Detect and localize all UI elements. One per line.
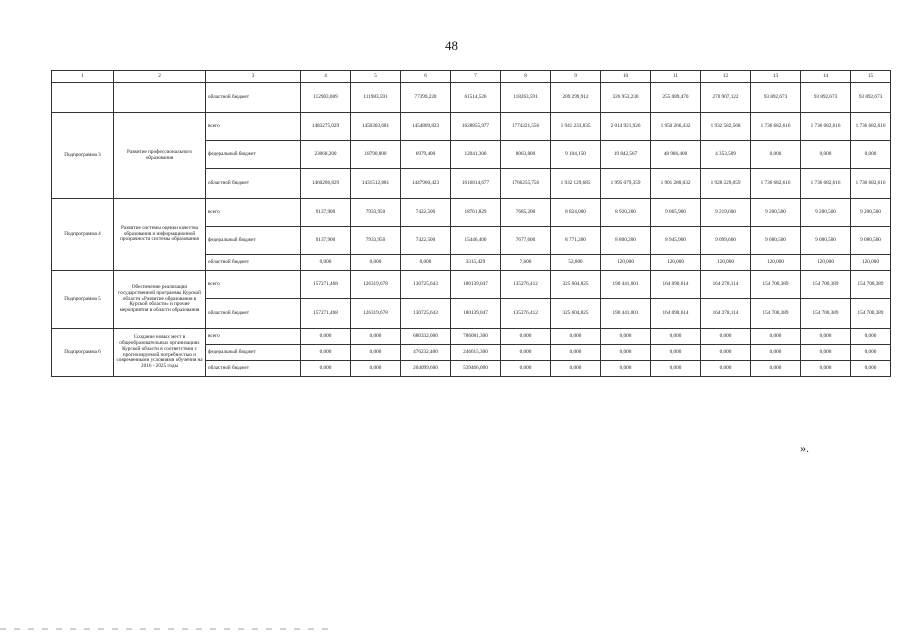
column-header: 5 [351, 71, 401, 83]
amount-cell: 9137,900 [301, 227, 351, 255]
amount-cell: 0,000 [851, 329, 891, 345]
funding-source-cell: всего [206, 113, 301, 141]
funding-source-cell: федеральный бюджет [206, 227, 301, 255]
amount-cell: 1 950 266,432 [651, 113, 701, 141]
amount-cell: 1 736 682,616 [801, 169, 851, 199]
subprogram-cell: Подпрограмма 6 [52, 329, 114, 377]
amount-cell: 0,000 [701, 361, 751, 377]
amount-cell: 7933,950 [351, 199, 401, 227]
amount-cell: 9 200,500 [801, 199, 851, 227]
amount-cell: 9 080,500 [851, 227, 891, 255]
amount-cell: 246615,300 [451, 345, 501, 361]
amount-cell: 93 892,673 [751, 83, 801, 113]
amount-cell: 19 842,567 [601, 141, 651, 169]
amount-cell: 154 700,389 [801, 299, 851, 329]
amount-cell: 18790,800 [351, 141, 401, 169]
amount-cell: 120,000 [851, 255, 891, 271]
amount-cell: 9 200,500 [851, 199, 891, 227]
page-number: 48 [445, 38, 458, 53]
column-header: 7 [451, 71, 501, 83]
amount-cell: 1 941 233,835 [551, 113, 601, 141]
funding-source-cell: всего [206, 271, 301, 299]
amount-cell: 12041,300 [451, 141, 501, 169]
table-row [52, 83, 891, 113]
amount-cell: 0,000 [601, 345, 651, 361]
table-row [52, 329, 891, 345]
subprogram-name-cell: Развитие профессионального образования [114, 113, 206, 199]
amount-cell: 118263,591 [501, 83, 551, 113]
amount-cell: 164 090,614 [651, 299, 701, 329]
amount-cell: 1 736 682,616 [751, 113, 801, 141]
amount-cell: 1 736 682,616 [751, 169, 801, 199]
amount-cell: 0,000 [551, 361, 601, 377]
amount-cell: 0,000 [851, 361, 891, 377]
amount-cell: 1 901 280,032 [651, 169, 701, 199]
amount-cell: 180139,047 [451, 299, 501, 329]
amount-cell: 1450303,681 [351, 113, 401, 141]
subprogram-name-cell [114, 83, 206, 113]
amount-cell: 164 278,114 [701, 299, 751, 329]
amount-cell: 9137,900 [301, 199, 351, 227]
column-header: 15 [851, 71, 891, 83]
amount-cell: 9 065,900 [651, 199, 701, 227]
amount-cell: 7933,950 [351, 227, 401, 255]
amount-cell: 204099,600 [401, 361, 451, 377]
amount-cell: 0,000 [651, 361, 701, 377]
column-header: 11 [651, 71, 701, 83]
amount-cell: 1 736 682,616 [801, 113, 851, 141]
amount-cell: 0,000 [751, 345, 801, 361]
amount-cell: 23068,200 [301, 141, 351, 169]
amount-cell: 157271,468 [301, 271, 351, 299]
amount-cell: 7422,500 [401, 199, 451, 227]
amount-cell: 154 700,389 [751, 299, 801, 329]
amount-cell: 135276,412 [501, 299, 551, 329]
amount-cell: 9 219,600 [701, 199, 751, 227]
amount-cell: 190 441,001 [601, 271, 651, 299]
amount-cell: 680332,000 [401, 329, 451, 345]
table-row [52, 271, 891, 299]
amount-cell: 476232,400 [401, 345, 451, 361]
amount-cell: 7,600 [501, 255, 551, 271]
amount-cell: 0,000 [801, 329, 851, 345]
amount-cell: 0,000 [401, 255, 451, 271]
column-header: 10 [601, 71, 651, 83]
column-header: 2 [114, 71, 206, 83]
amount-cell: 0,000 [301, 329, 351, 345]
amount-cell: 126319,678 [351, 299, 401, 329]
amount-cell: 1766255,756 [501, 169, 551, 199]
amount-cell: 0,000 [651, 329, 701, 345]
amount-cell: 164 090,614 [651, 271, 701, 299]
amount-cell: 0,000 [351, 361, 401, 377]
amount-cell: 0,000 [801, 345, 851, 361]
amount-cell: 2 014 921,926 [601, 113, 651, 141]
column-header: 13 [751, 71, 801, 83]
amount-cell: 135276,412 [501, 271, 551, 299]
funding-source-cell: всего [206, 199, 301, 227]
amount-cell: 7685,200 [501, 199, 551, 227]
amount-cell: 9 104,150 [551, 141, 601, 169]
amount-cell: 130725,643 [401, 271, 451, 299]
amount-cell: 15446,400 [451, 227, 501, 255]
amount-cell: 8 800,200 [601, 227, 651, 255]
amount-cell: 18761,829 [451, 199, 501, 227]
amount-cell: 93 892,673 [801, 83, 851, 113]
amount-cell: 8 771,200 [551, 227, 601, 255]
amount-cell: 325 604,825 [551, 299, 601, 329]
amount-cell: 1 995 079,359 [601, 169, 651, 199]
budget-table [51, 70, 891, 377]
column-header: 4 [301, 71, 351, 83]
amount-cell: 112903,089 [301, 83, 351, 113]
amount-cell: 786081,300 [451, 329, 501, 345]
amount-cell: 1454809,823 [401, 113, 451, 141]
column-header: 8 [501, 71, 551, 83]
subprogram-cell: Подпрограмма 5 [52, 271, 114, 329]
amount-cell: 1774321,556 [501, 113, 551, 141]
amount-cell: 180139,047 [451, 271, 501, 299]
amount-cell: 1628855,977 [451, 113, 501, 141]
funding-source-cell: федеральный бюджет [206, 345, 301, 361]
amount-cell: 1 932 129,685 [551, 169, 601, 199]
amount-cell: 1 736 682,616 [851, 169, 891, 199]
amount-cell: 0,000 [801, 361, 851, 377]
amount-cell: 270 907,122 [701, 83, 751, 113]
amount-cell: 0,000 [551, 345, 601, 361]
amount-cell: 0,000 [301, 255, 351, 271]
funding-source-cell: областной бюджет [206, 169, 301, 199]
funding-source-cell: всего [206, 329, 301, 345]
closing-quote-mark: ». [800, 441, 809, 455]
amount-cell: 0,000 [801, 141, 851, 169]
subprogram-name-cell: Обеспечение реализации государственной программы Курской области «Развитие образования в Курской области» и прочие мероприятия в области образования [114, 271, 206, 329]
amount-cell: 7677,600 [501, 227, 551, 255]
amount-cell: 120,000 [801, 255, 851, 271]
column-header: 3 [206, 71, 301, 83]
amount-cell: 8 945,900 [651, 227, 701, 255]
amount-cell: 130725,643 [401, 299, 451, 329]
amount-cell: 9 080,500 [751, 227, 801, 255]
subprogram-name-cell: Развитие системы оценки качества образования и информационной прозрачности системы образования [114, 199, 206, 271]
column-header: 12 [701, 71, 751, 83]
amount-cell: 0,000 [701, 345, 751, 361]
subprogram-cell [52, 83, 114, 113]
amount-cell: 52,800 [551, 255, 601, 271]
amount-cell: 0,000 [301, 361, 351, 377]
amount-cell: 157271,468 [301, 299, 351, 329]
amount-cell: 325 604,825 [551, 271, 601, 299]
amount-cell: 1431512,881 [351, 169, 401, 199]
table-row [52, 199, 891, 227]
amount-cell: 154 700,389 [801, 271, 851, 299]
amount-cell: 154 700,389 [851, 299, 891, 329]
table-row [52, 113, 891, 141]
amount-cell: 0,000 [351, 329, 401, 345]
amount-cell: 1616814,677 [451, 169, 501, 199]
amount-cell: 93 892,673 [851, 83, 891, 113]
column-header: 6 [401, 71, 451, 83]
amount-cell: 154 700,389 [751, 271, 801, 299]
amount-cell: 1 736 682,616 [851, 113, 891, 141]
amount-cell: 0,000 [601, 329, 651, 345]
amount-cell: 539466,000 [451, 361, 501, 377]
funding-source-cell: областной бюджет [206, 83, 301, 113]
amount-cell: 0,000 [301, 345, 351, 361]
amount-cell: 0,000 [751, 329, 801, 345]
amount-cell: 9 200,500 [751, 199, 801, 227]
amount-cell: 9 099,600 [701, 227, 751, 255]
subprogram-name-cell: Создание новых мест в общеобразовательных организациях Курской области в соответствии с прогнозируемой потребностью и современными условиями обучения на 2016 - 2025 годы [114, 329, 206, 377]
amount-cell: 0,000 [501, 329, 551, 345]
amount-cell: 3315,429 [451, 255, 501, 271]
column-header: 1 [52, 71, 114, 83]
amount-cell: 48 986,400 [651, 141, 701, 169]
amount-cell: 120,000 [651, 255, 701, 271]
column-header: 9 [551, 71, 601, 83]
amount-cell: 8 824,000 [551, 199, 601, 227]
amount-cell: 326 953,230 [601, 83, 651, 113]
amount-cell: 1447960,423 [401, 169, 451, 199]
amount-cell: 4 353,509 [701, 141, 751, 169]
amount-cell: 0,000 [651, 345, 701, 361]
amount-cell: 1483275,029 [301, 113, 351, 141]
amount-cell: 0,000 [551, 329, 601, 345]
amount-cell: 0,000 [351, 345, 401, 361]
amount-cell: 1 932 582,568 [701, 113, 751, 141]
amount-cell: 0,000 [501, 345, 551, 361]
amount-cell: 255 089,470 [651, 83, 701, 113]
amount-cell: 0,000 [601, 361, 651, 377]
amount-cell: 8063,800 [501, 141, 551, 169]
funding-source-cell: областной бюджет [206, 361, 301, 377]
amount-cell: 111983,591 [351, 83, 401, 113]
amount-cell: 1460206,829 [301, 169, 351, 199]
funding-source-cell: федеральный бюджет [206, 141, 301, 169]
amount-cell: 1 928 229,059 [701, 169, 751, 199]
amount-cell: 164 278,114 [701, 271, 751, 299]
amount-cell: 0,000 [751, 361, 801, 377]
amount-cell: 190 441,001 [601, 299, 651, 329]
subprogram-cell: Подпрограмма 4 [52, 199, 114, 271]
amount-cell: 209 299,912 [551, 83, 601, 113]
amount-cell: 9 080,500 [801, 227, 851, 255]
amount-cell: 120,000 [701, 255, 751, 271]
amount-cell: 0,000 [751, 141, 801, 169]
amount-cell: 0,000 [851, 345, 891, 361]
funding-source-cell: областной бюджет [206, 255, 301, 271]
subprogram-cell: Подпрограмма 3 [52, 113, 114, 199]
amount-cell: 7422,500 [401, 227, 451, 255]
amount-cell: 61514,526 [451, 83, 501, 113]
amount-cell: 0,000 [701, 329, 751, 345]
column-header: 14 [801, 71, 851, 83]
amount-cell: 0,000 [851, 141, 891, 169]
amount-cell: 6979,400 [401, 141, 451, 169]
amount-cell: 154 700,389 [851, 271, 891, 299]
header-row [52, 71, 891, 83]
amount-cell: 8 920,200 [601, 199, 651, 227]
amount-cell: 77399,220 [401, 83, 451, 113]
amount-cell: 0,000 [351, 255, 401, 271]
funding-source-cell: областной бюджет [206, 299, 301, 329]
amount-cell: 0,000 [501, 361, 551, 377]
amount-cell: 120,000 [751, 255, 801, 271]
scan-artifact [0, 628, 330, 630]
amount-cell: 120,000 [601, 255, 651, 271]
amount-cell: 126319,678 [351, 271, 401, 299]
